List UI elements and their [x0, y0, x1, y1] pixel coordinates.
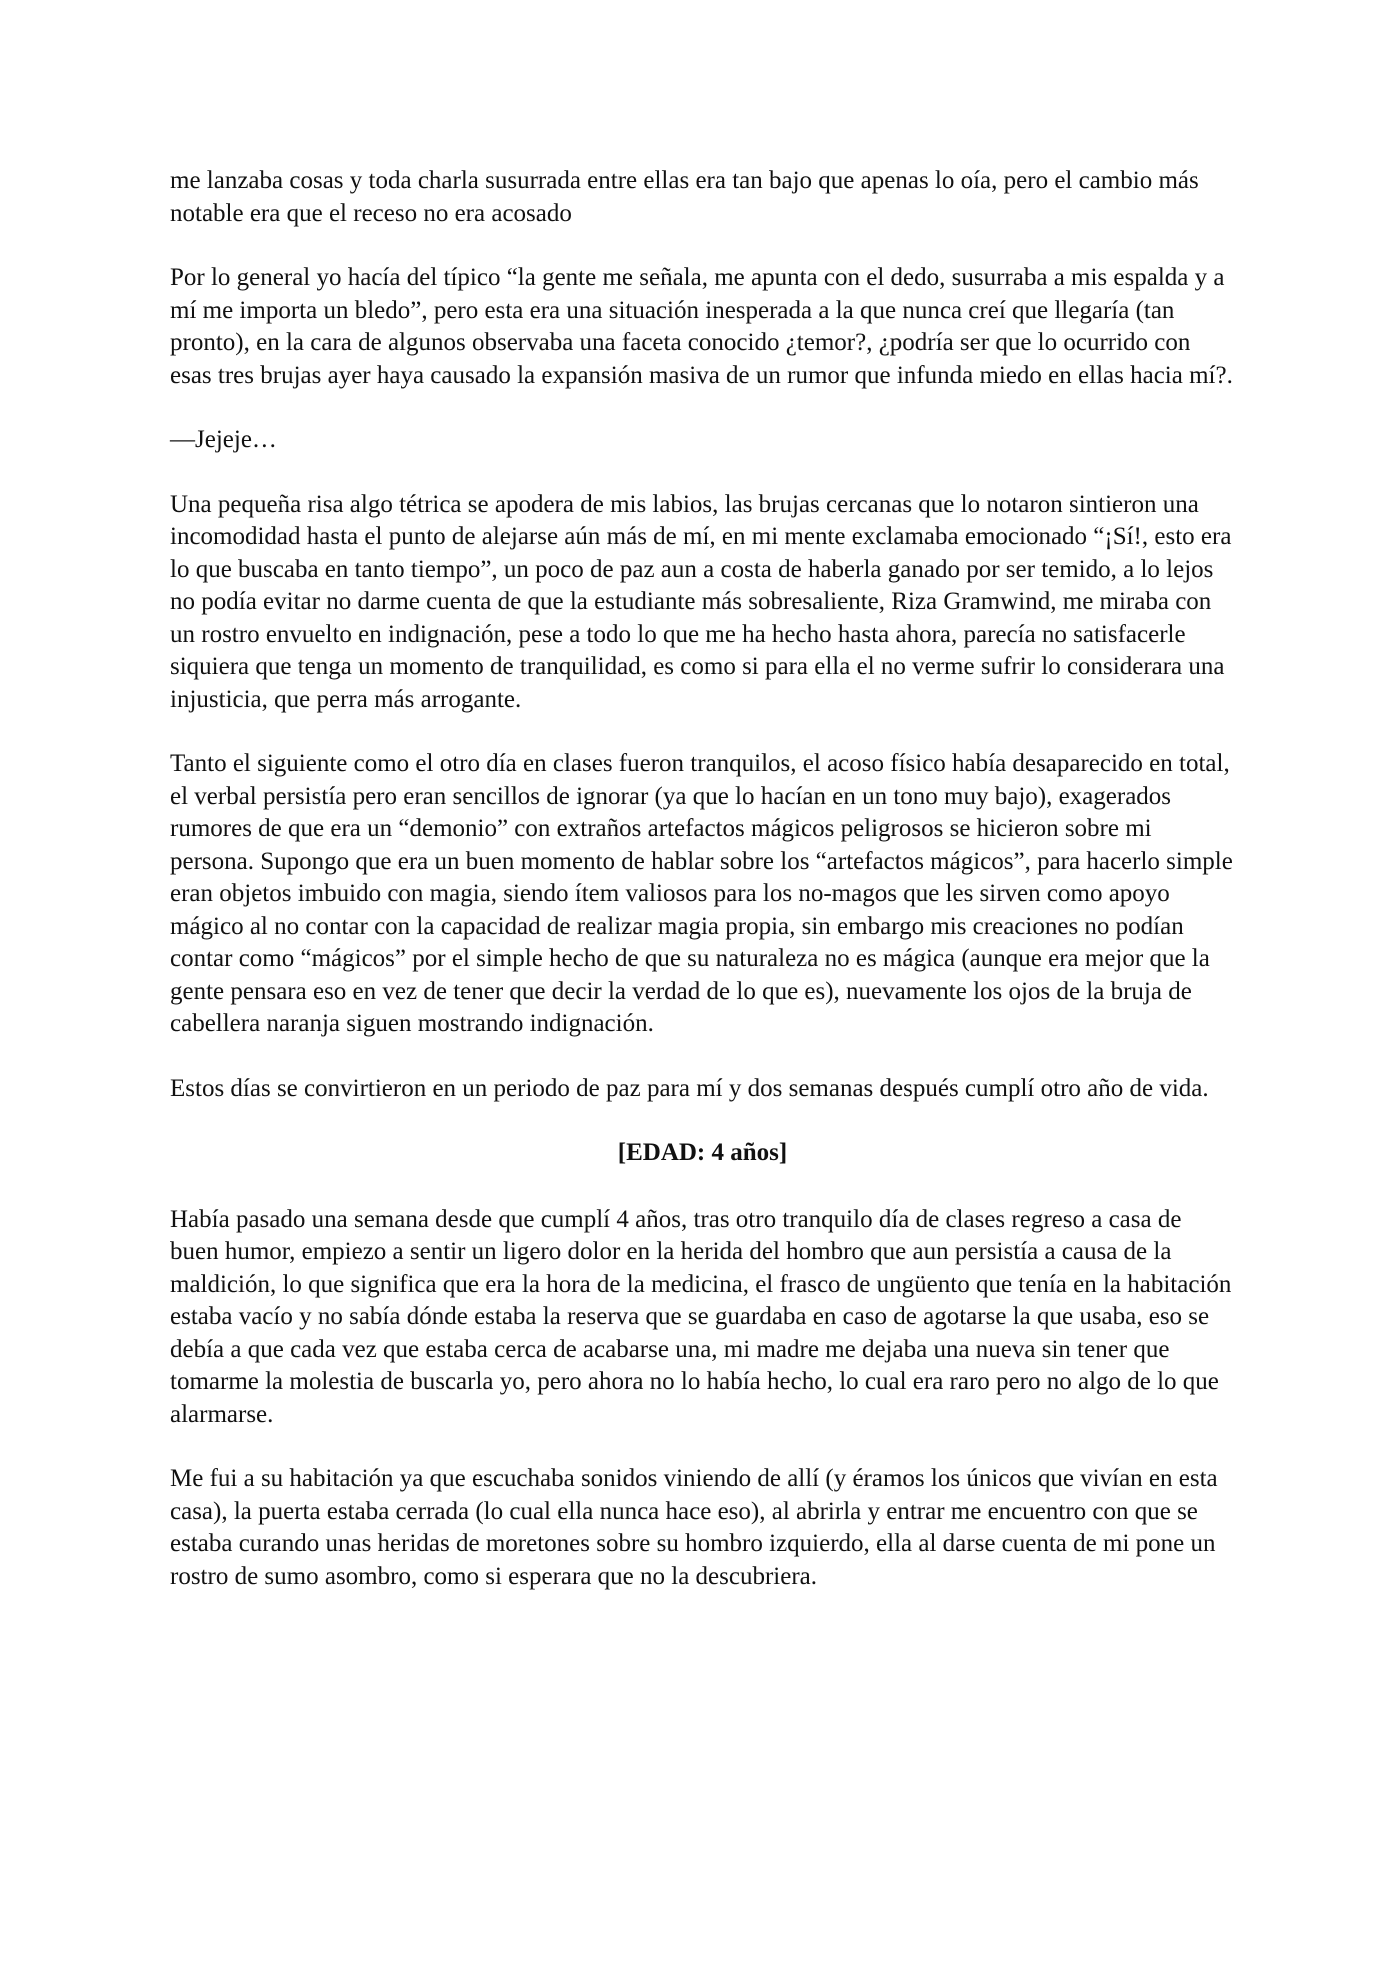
- paragraph-7: Me fui a su habitación ya que escuchaba sonidos viniendo de allí (y éramos los únicos que vivían en esta casa), la puerta estaba cerrada (lo cual ella nunca hace eso), al abrirla y entrar me encuentro con que se estaba curando unas heridas de moretones sobre su hombro izquierdo, ella al darse cuenta de mi pone un rostro de sumo asombro, como si esperara que no la descubriera.: [170, 1465, 1218, 1590]
- paragraph-2: Por lo general yo hacía del típico “la gente me señala, me apunta con el dedo, susurraba a mis espalda y a mí me importa un bledo”, pero esta era una situación inesperada a la que nunca creí que llegaría (tan pronto), en la cara de algunos observaba una faceta conocido ¿temor?, ¿podría ser que lo ocurrido con esas tres brujas ayer haya causado la expansión masiva de un rumor que infunda miedo en ellas hacia mí?.: [170, 264, 1233, 389]
- paragraph-3: Una pequeña risa algo tétrica se apodera de mis labios, las brujas cercanas que lo notaron sintieron una incomodidad hasta el punto de alejarse aún más de mí, en mi mente exclamaba emocionado “¡Sí!, esto era lo que buscaba en tanto tiempo”, un poco de paz aun a costa de haberla ganado por ser temido, a lo lejos no podía evitar no darme cuenta de que la estudiante más sobresaliente, Riza Gramwind, me miraba con un rostro envuelto en indignación, pese a todo lo que me ha hecho hasta ahora, parecía no satisfacerle siquiera que tenga un momento de tranquilidad, es como si para ella el no verme sufrir lo considerara una injusticia, que perra más arrogante.: [170, 490, 1232, 713]
- paragraph-5: Estos días se convirtieron en un periodo de paz para mí y dos semanas después cumplí otro año de vida.: [170, 1074, 1209, 1102]
- paragraph-1: me lanzaba cosas y toda charla susurrada entre ellas era tan bajo que apenas lo oía, pero el cambio más notable era que el receso no era acosado: [170, 167, 1199, 227]
- dialogue-line: —Jejeje…: [170, 426, 277, 453]
- section-heading: [EDAD: 4 años]: [617, 1139, 788, 1166]
- paragraph-6: Había pasado una semana desde que cumplí 4 años, tras otro tranquilo día de clases regreso a casa de buen humor, empiezo a sentir un ligero dolor en la herida del hombro que aun persistía a causa de la maldición, lo que significa que era la hora de la medicina, el frasco de ungüento que tenía en la habitación estaba vacío y no sabía dónde estaba la reserva que se guardaba en caso de agotarse la que usaba, eso se debía a que cada vez que estaba cerca de acabarse una, mi madre me dejaba una nueva sin tener que tomarme la molestia de buscarla yo, pero ahora no lo había hecho, lo cual era raro pero no algo de lo que alarmarse.: [170, 1205, 1232, 1428]
- paragraph-4: Tanto el siguiente como el otro día en clases fueron tranquilos, el acoso físico había desaparecido en total, el verbal persistía pero eran sencillos de ignorar (ya que lo hacían en un tono muy bajo), exagerados rumores de que era un “demonio” con extraños artefactos mágicos peligrosos se hicieron sobre mi persona. Supongo que era un buen momento de hablar sobre los “artefactos mágicos”, para hacerlo simple eran objetos imbuido con magia, siendo ítem valiosos para los no-magos que les sirven como apoyo mágico al no contar con la capacidad de realizar magia propia, sin embargo mis creaciones no podían contar como “mágicos” por el simple hecho de que su naturaleza no es mágica (aunque era mejor que la gente pensara eso en vez de tener que decir la verdad de lo que es), nuevamente los ojos de la bruja de cabellera naranja siguen mostrando indignación.: [170, 750, 1233, 1037]
